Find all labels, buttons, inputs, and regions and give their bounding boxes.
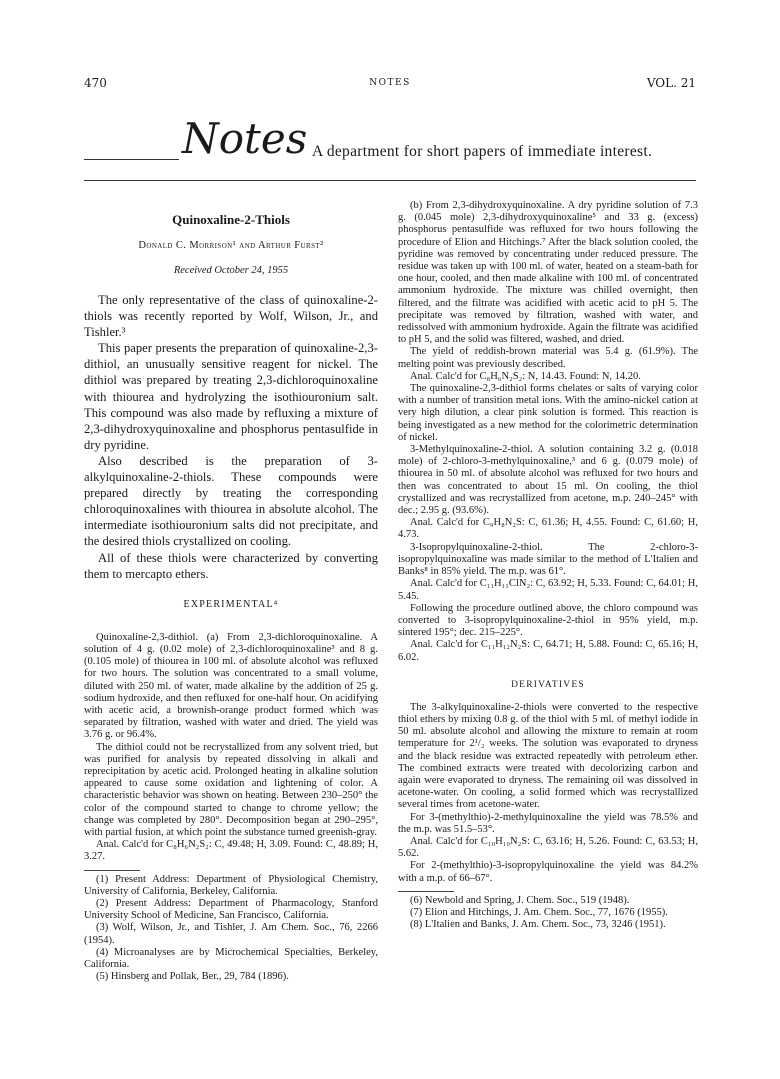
derivatives-paragraph: For 3-(methylthio)-2-methylquinoxaline the yield was 78.5% and the m.p. was 51.5–53°. bbox=[398, 811, 698, 835]
running-header bbox=[84, 76, 696, 92]
procedure-paragraph: 3-Methylquinoxaline-2-thiol. A solution containing 3.2 g. (0.018 mole) of 2-chloro-3-methylquinoxaline,³ and 6 g. (0.079 mole) of thiourea in 50 ml. of absolute alcohol was refluxed for two hours and then was concentrated to about 15 ml. On cooling, the thiol crystallized and was recrystallized from acetone, m.p. 240–245° with dec.; 2.95 g. (93.6%). bbox=[398, 444, 698, 517]
footnote: (3) Wolf, Wilson, Jr., and Tishler, J. Am Chem. Soc., 76, 2266 (1954). bbox=[84, 922, 378, 946]
intro-paragraph: Also described is the preparation of 3-alkylquinoxaline-2-thiols. These compounds were prepared directly by treating the corresponding chloroquinoxalines with thiourea in absolute alcohol. The intermediate isothiouronium salts did not precipitate, and the desired thiols crystallized on cooling. bbox=[84, 453, 378, 549]
article-authors: Donald C. Morrison¹ and Arthur Furst² bbox=[138, 240, 324, 251]
right-column bbox=[398, 200, 698, 931]
received-date: Received October 24, 1955 bbox=[173, 265, 289, 276]
notes-banner bbox=[84, 114, 696, 173]
analysis-paragraph: Anal. Calc'd for C₁₁H₁₁ClN₂: C, 63.92; H, 5.33. Found: C, 64.01; H, 5.45. bbox=[398, 578, 698, 602]
intro-paragraph: The only representative of the class of quinoxaline-2-thiols was recently reported by Wolf, Wilson, Jr., and Tishler.³ bbox=[84, 293, 378, 340]
footnote: (5) Hinsberg and Pollak, Ber., 29, 784 (1896). bbox=[96, 971, 289, 983]
banner-line bbox=[84, 159, 179, 160]
footnote: (2) Present Address: Department of Pharmacology, Stanford University School of Medicine, San Francisco, California. bbox=[84, 897, 378, 922]
experimental-paragraph: The dithiol could not be recrystallized from any solvent tried, but was purified for analysis by repeated dissolving in alkali and reprecipitation by acetic acid. Prolonged heating in alkaline solution appeared to cause some oxidation and lightening of color. A characteristic behavior was shown on heating. Between 230–250° the color of the compound started to change to chrome yellow; the change was completed by 280°. Decomposition began at 290–295°, with partial fusion, at which point the substance turned greenish-gray. bbox=[84, 741, 378, 838]
left-column bbox=[84, 200, 378, 983]
footnote-rule bbox=[84, 870, 140, 871]
intro-paragraph: All of these thiols were characterized by converting them to mercapto ethers. bbox=[84, 550, 378, 581]
footnote: (1) Present Address: Department of Physiological Chemistry, University of California, Berkeley, California. bbox=[84, 873, 378, 897]
experimental-paragraph: Quinoxaline-2,3-dithiol. (a) From 2,3-dichloroquinoxaline. A solution of 4 g. (0.02 mole) of 2,3-dichloroquinoxaline³ and 8 g. (0.105 mole) of thiourea in 100 ml. of absolute alcohol was refluxed for two hours. The solution was concentrated to a small volume, diluted with 250 ml. of water, made alkaline by the addition of 25 g. sodium hydroxide, and then refluxed for one-half hour. On acidifying with acetic acid, a brownish-orange product formed which was separated by filtration, washed with water and dried. The yield was 3.76 g. or 96.4%. bbox=[84, 631, 378, 741]
footnote: (4) Microanalyses are by Microchemical Specialties, Berkeley, California. bbox=[84, 946, 378, 970]
intro-paragraph: This paper presents the preparation of quinoxaline-2,3-dithiol, an unusually sensitive reagent for nickel. The dithiol was prepared by treating 2,3-dichloroquinoxaline with thiourea and hydrolyzing the isothiouronium salt. This compound was also made by refluxing a mixture of 2,3-dihydroxyquinoxaline and phosphorus pentasulfide in dry pyridine. bbox=[84, 341, 378, 452]
page-number: 470 bbox=[84, 76, 107, 90]
footnote: (7) Elion and Hitchings, J. Am. Chem. Soc., 77, 1676 (1955). bbox=[410, 906, 668, 918]
derivatives-paragraph: The 3-alkylquinoxaline-2-thiols were converted to the respective thiol ethers by mixing 0.8 g. of the thiol with 5 ml. of methyl iodide in 50 ml. absolute alcohol and allowing the mixture to remain at room temperature for 2¹/₂ weeks. The solution was evaporated to dryness and the black residue was extracted repeatedly with petroleum ether. The combined extracts were treated with decolorizing carbon and again were evaporated to dryness. The remaining oil was dissolved in acetone-water. On cooling, a solid formed which was recrystallized several times from acetone-water. bbox=[398, 701, 698, 811]
procedure-paragraph: 3-Isopropylquinoxaline-2-thiol. The 2-chloro-3-isopropylquinoxaline was made similar to the method of L'Italien and Banks⁸ in 85% yield. The m.p. was 61°. bbox=[398, 541, 698, 578]
banner-title: Notes bbox=[182, 114, 308, 163]
procedure-paragraph: (b) From 2,3-dihydroxyquinoxaline. A dry pyridine solution of 7.3 g. (0.045 mole) 2,3-dihydroxyquinoxaline⁵ and 33 g. (excess) phosphorus pentasulfide was refluxed for two hours following the procedure of Elion and Hitchings.⁷ After the black solution cooled, the pyridine was removed by concentrating under reduced pressure. The residue was taken up with 100 ml. of water, heated on a steam-bath for one hour, cooled, and then made alkaline with 100 ml. of concentrated ammonium hydroxide. The mixture was chilled overnight, then filtered, and the filtrate was acidified with acetic acid to pH 5. The precipitate was removed by filtration, washed with water, and redissolved with ammonium hydroxide. Again the filtrate was acidified to pH 5, and the solid was filtered, washed, and dried. bbox=[398, 200, 698, 346]
yield-paragraph: The yield of reddish-brown material was 5.4 g. (61.9%). The melting point was previously described. bbox=[398, 346, 698, 370]
analysis-paragraph: Anal. Calc'd for C₉H₈N₂S: C, 61.36; H, 4.55. Found: C, 61.60; H, 4.73. bbox=[398, 517, 698, 541]
chelate-paragraph: The quinoxaline-2,3-dithiol forms chelates or salts of varying color with a number of transition metal ions. With the amino-nickel cation at very high dilution, a clear pink solution is formed. This reaction is being investigated as a new method for the colorimetric determination of nickel. bbox=[398, 383, 698, 443]
footnote: (8) L'Italien and Banks, J. Am. Chem. Soc., 73, 3246 (1951). bbox=[410, 919, 666, 931]
article-title: Quinoxaline-2-Thiols bbox=[172, 212, 290, 227]
experimental-heading: EXPERIMENTAL⁴ bbox=[183, 598, 279, 610]
analysis-paragraph: Anal. Calc'd for C₈H₆N₂S₂: C, 49.48; H, 3.09. Found: C, 48.89; H, 3.27. bbox=[84, 839, 378, 863]
procedure-paragraph: Following the procedure outlined above, the chloro compound was converted to 3-isopropylquinoxaline-2-thiol in 95% yield, m.p. sintered 195°; dec. 215–225°. bbox=[398, 602, 698, 639]
footnote: (6) Newbold and Spring, J. Chem. Soc., 519 (1948). bbox=[410, 894, 630, 906]
footnote-rule bbox=[398, 891, 454, 892]
volume-label: VOL. 21 bbox=[646, 76, 696, 90]
analysis-paragraph: Anal. Calc'd for C₁₀H₁₀N₂S: C, 63.16; H, 5.26. Found: C, 63.53; H, 5.62. bbox=[398, 835, 698, 860]
derivatives-heading: DERIVATIVES bbox=[511, 679, 585, 690]
header-rule bbox=[84, 180, 696, 181]
banner-tagline: A department for short papers of immediate interest. bbox=[312, 143, 653, 160]
analysis-paragraph: Anal. Calc'd for C₁₁H₁₂N₂S: C, 64.71; H, 5.88. Found: C, 65.16; H, 6.02. bbox=[398, 639, 698, 663]
section-name: NOTES bbox=[369, 78, 411, 88]
analysis-paragraph: Anal. Calc'd for C₈H₆N₂S₂: N, 14.43. Found: N, 14.20. bbox=[410, 370, 641, 382]
derivatives-paragraph: For 2-(methylthio)-3-isopropylquinoxaline the yield was 84.2% with a m.p. of 66–67°. bbox=[398, 860, 698, 884]
